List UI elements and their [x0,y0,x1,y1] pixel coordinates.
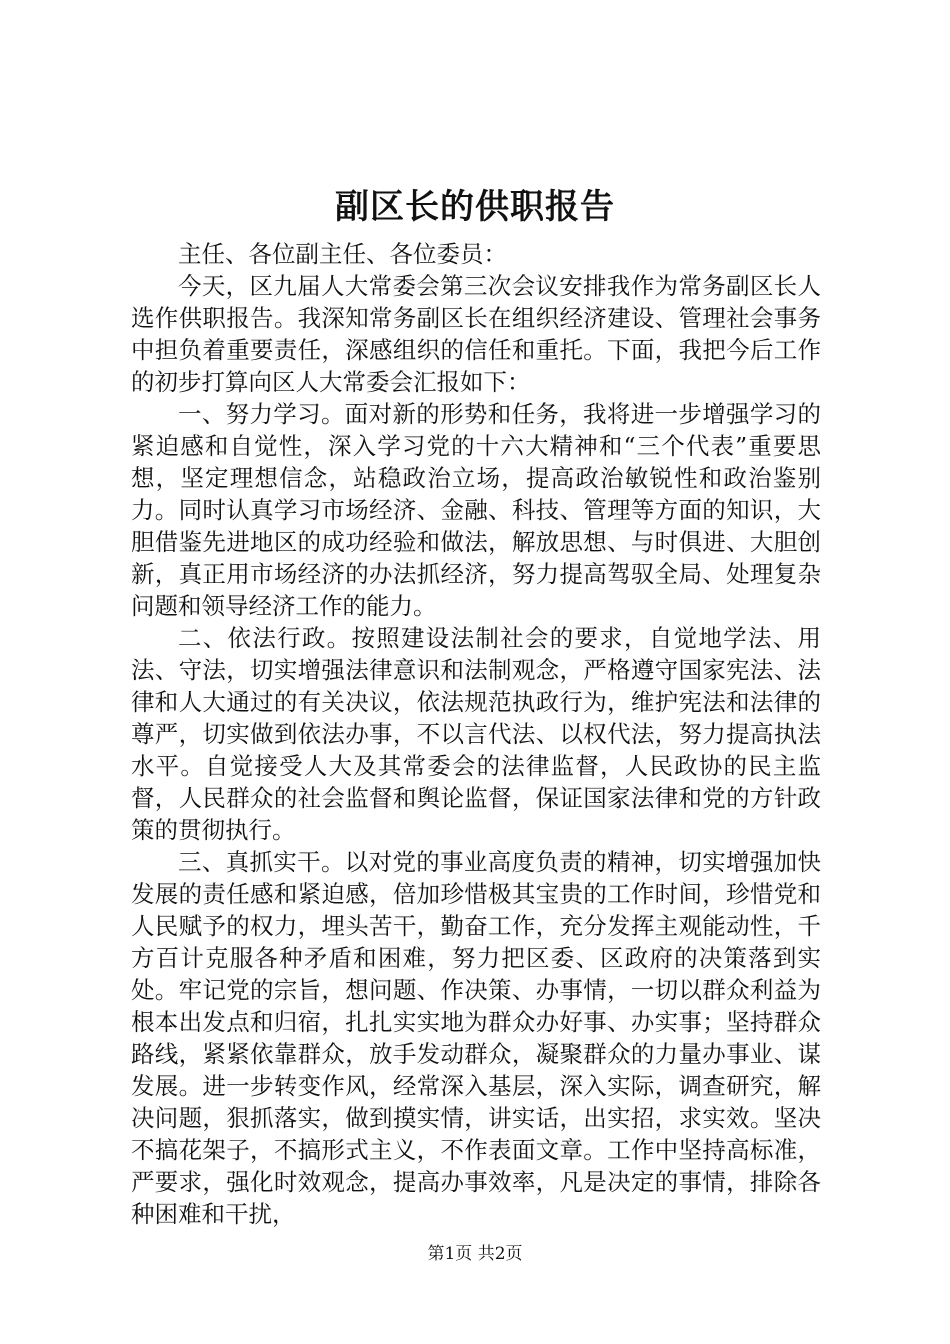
document-title: 副区长的供职报告 [335,187,615,227]
paragraph-law: 二、依法行政。按照建设法制社会的要求，自觉地学法、用法、守法，切实增强法律意识和法制观念，严格遵守国家宪法、法律和人大通过的有关决议，依法规范执政行为，维护宪法和法律的尊严，切实做到依法办事，不以言代法、以权代法，努力提高执法水平。自觉接受人大及其常委会的法律监督，人民政协的民主监督，人民群众的社会监督和舆论监督，保证国家法律和党的方针政策的贯彻执行。 [131,624,821,844]
paragraph-intro: 今天，区九届人大常委会第三次会议安排我作为常务副区长人选作供职报告。我深知常务副区长在组织经济建设、管理社会事务中担负着重要责任，深感组织的信任和重托。下面，我把今后工作的初步打算向区人大常委会汇报如下： [131,272,821,396]
document-body [131,238,821,1230]
paragraph-work: 三、真抓实干。以对党的事业高度负责的精神，切实增强加快发展的责任感和紧迫感，倍加珍惜极其宝贵的工作时间，珍惜党和人民赋予的权力，埋头苦干，勤奋工作，充分发挥主观能动性，千方百计克服各种矛盾和困难，努力把区委、区政府的决策落到实处。牢记党的宗旨，想问题、作决策、办事情，一切以群众利益为根本出发点和归宿，扎扎实实地为群众办好事、办实事；坚持群众路线，紧紧依靠群众，放手发动群众，凝聚群众的力量办事业、谋发展。进一步转变作风，经常深入基层，深入实际，调查研究，解决问题，狠抓落实，做到摸实情，讲实话，出实招，求实效。坚决不搞花架子，不搞形式主义，不作表面文章。工作中坚持高标准，严要求，强化时效观念，提高办事效率，凡是决定的事情，排除各种困难和干扰， [131,848,821,1228]
page-footer: 第1页 共2页 [427,1244,523,1264]
paragraph-salutation: 主任、各位副主任、各位委员： [178,240,507,268]
paragraph-study: 一、努力学习。面对新的形势和任务，我将进一步增强学习的紧迫感和自觉性，深入学习党的十六大精神和“三个代表”重要思想，坚定理想信念，站稳政治立场，提高政治敏锐性和政治鉴别力。同时认真学习市场经济、金融、科技、管理等方面的知识，大胆借鉴先进地区的成功经验和做法，解放思想、与时俱进、大胆创新，真正用市场经济的办法抓经济，努力提高驾驭全局、处理复杂问题和领导经济工作的能力。 [131,400,821,620]
